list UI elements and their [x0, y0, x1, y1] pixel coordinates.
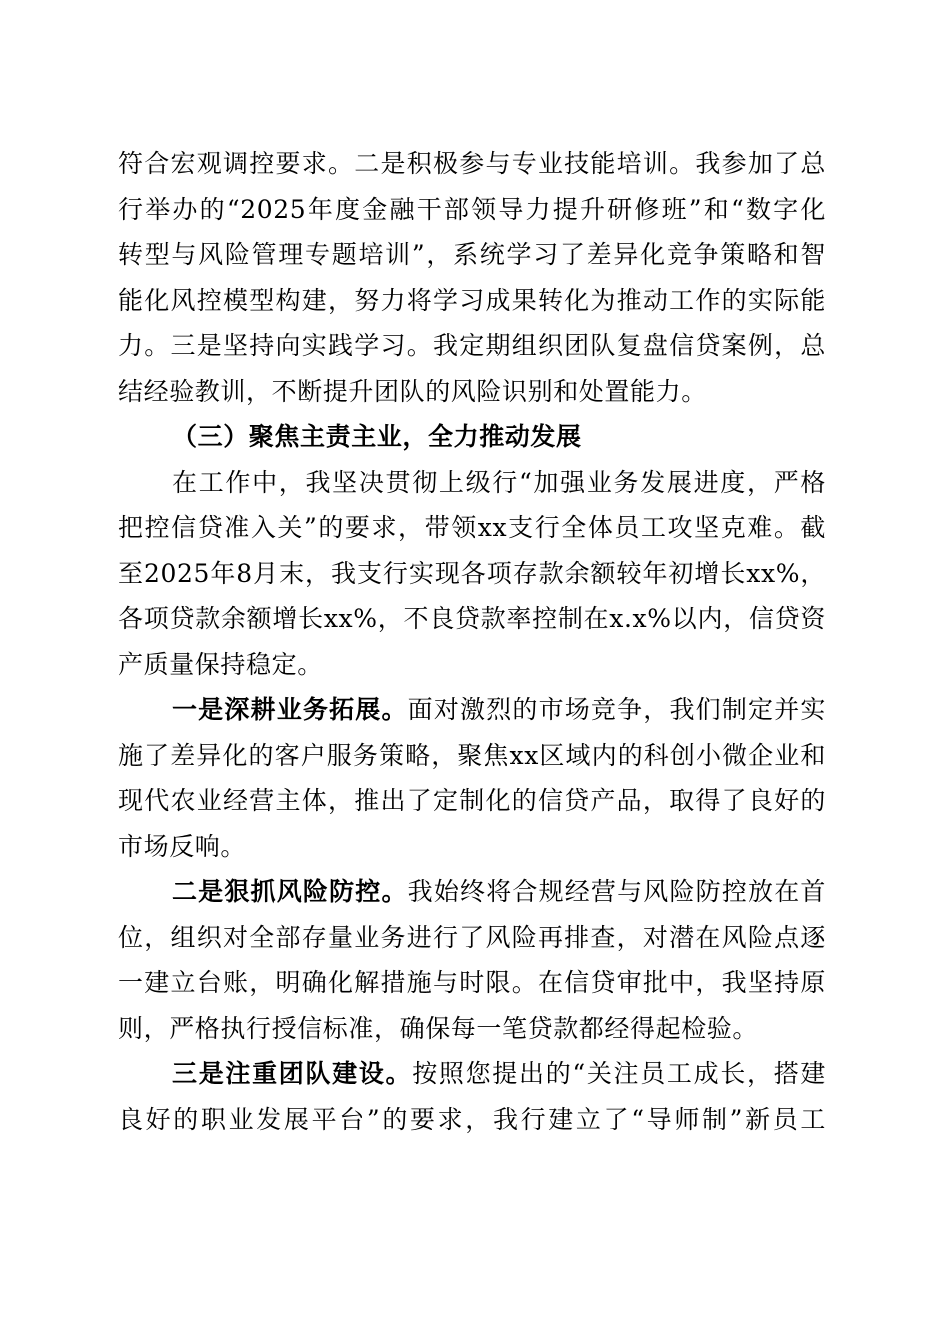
- text-line: [118, 687, 826, 733]
- paragraph-training: [118, 141, 826, 414]
- text-line: 良好的职业发展平台”的要求，我行建立了“导师制”新员工: [118, 1104, 826, 1134]
- item-text: 面对激烈的市场竞争，我们制定并实: [407, 695, 826, 724]
- text-line: [118, 869, 826, 915]
- text-line: 市场反响。: [118, 831, 247, 861]
- item-text: 按照您提出的“关注员工成长，搭建: [412, 1059, 826, 1088]
- item-lead-3: 三是注重团队建设。: [172, 1059, 413, 1088]
- text-line: 能化风控模型构建，努力将学习成果转化为推动工作的实际能: [118, 285, 826, 315]
- text-line: [118, 1051, 826, 1097]
- text-line: 各项贷款余额增长xx%，不良贷款率控制在x.x%以内，信贷资: [118, 604, 826, 633]
- paragraph-item-1: [118, 687, 826, 869]
- text-line: 施了差异化的客户服务策略，聚焦xx区域内的科创小微企业和: [118, 740, 826, 770]
- paragraph-business-results: [118, 460, 826, 688]
- text-line: 在工作中，我坚决贯彻上级行“加强业务发展进度，严格: [172, 467, 826, 497]
- text-line: 结经验教训，不断提升团队的风险识别和处置能力。: [118, 376, 707, 406]
- text-line: 产质量保持稳定。: [118, 649, 323, 679]
- document-body: [118, 141, 826, 1142]
- text-line: 现代农业经营主体，推出了定制化的信贷产品，取得了良好的: [118, 786, 826, 815]
- text-line: 行举办的“2025年度金融干部领导力提升研修班”和“数字化: [118, 194, 826, 224]
- text-line: 把控信贷准入关”的要求，带领xx支行全体员工攻坚克难。截: [118, 513, 826, 542]
- text-line: 转型与风险管理专题培训”，系统学习了差异化竞争策略和智: [118, 240, 826, 269]
- paragraph-item-3: [118, 1051, 826, 1142]
- text-line: 至2025年8月末，我支行实现各项存款余额较年初增长xx%，: [118, 558, 826, 588]
- text-line: 力。三是坚持向实践学习。我定期组织团队复盘信贷案例，总: [118, 331, 826, 360]
- item-text: 我始终将合规经营与风险防控放在首: [407, 877, 826, 906]
- text-line: 符合宏观调控要求。二是积极参与专业技能培训。我参加了总: [118, 149, 826, 178]
- text-line: 一建立台账，明确化解措施与时限。在信贷审批中，我坚持原: [118, 968, 826, 997]
- text-line: 位，组织对全部存量业务进行了风险再排查，对潜在风险点逐: [118, 922, 826, 952]
- paragraph-item-2: [118, 869, 826, 1051]
- section-heading-3: （三）聚焦主责主业，全力推动发展: [172, 422, 582, 451]
- text-line: 则，严格执行授信标准，确保每一笔贷款都经得起检验。: [118, 1013, 759, 1043]
- item-lead-1: 一是深耕业务拓展。: [172, 695, 408, 724]
- item-lead-2: 二是狠抓风险防控。: [172, 877, 408, 906]
